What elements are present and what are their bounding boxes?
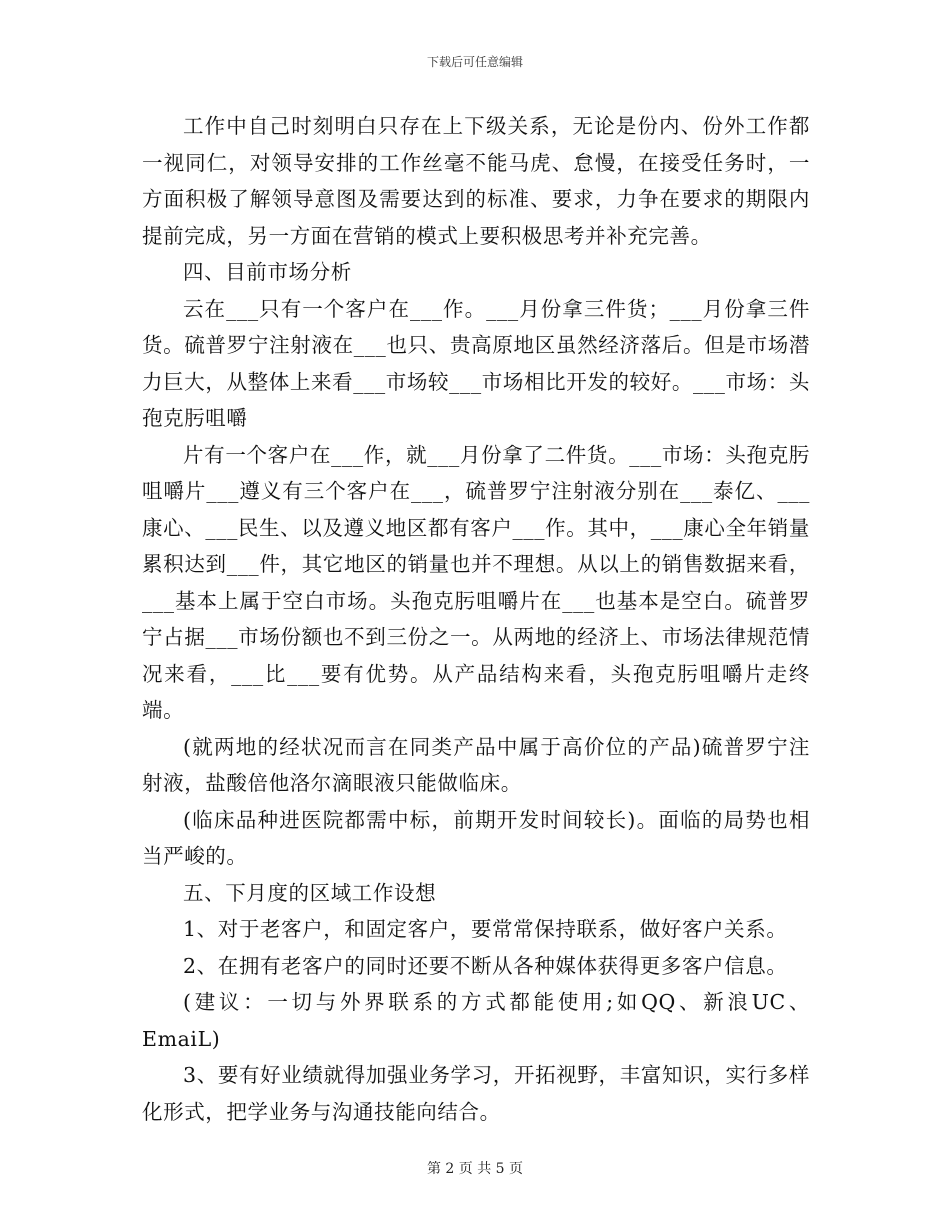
paragraph-price-note: (就两地的经状况而言在同类产品中属于高价位的产品)硫普罗宁注射液，盐酸倍他洛尔滴眼液只能做临床。	[142, 734, 810, 795]
document-body	[142, 108, 810, 1130]
paragraph-market-zunyi: 片有一个客户在___作，就___月份拿了二件货。___市场：头孢克肟咀嚼片___遵义有三个客户在___，硫普罗宁注射液分别在___泰亿、___康心、___民生、以及遵义地区都有客户___作。其中，___康心全年销量累积达到___件，其它地区的销量也并不理想。从以上的销售数据来看，___基本上属于空白市场。头孢克肟咀嚼片在___也基本是空白。硫普罗宁占据___市场份额也不到三份之一。从两地的经济上、市场法律规范情况来看，___比___要有优势。从产品结构来看，头孢克肟咀嚼片走终端。	[142, 442, 810, 722]
paragraph-market-yunnan: 云在___只有一个客户在___作。___月份拿三件货；___月份拿三件货。硫普罗宁注射液在___也只、贵高原地区虽然经济落后。但是市场潜力巨大，从整体上来看___市场较___市场相比开发的较好。___市场：头孢克肟咀嚼	[142, 296, 810, 430]
plan-item-1: 1、对于老客户，和固定客户，要常常保持联系，做好客户关系。	[183, 917, 788, 941]
page-header-note: 下载后可任意编辑	[426, 55, 523, 69]
plan-item-3: 3、要有好业绩就得加强业务学习，开拓视野，丰富知识，实行多样化形式，把学业务与沟通技能向结合。	[142, 1063, 810, 1124]
paragraph-clinical-note: (临床品种进医院都需中标，前期开发时间较长)。面临的局势也相当严峻的。	[142, 807, 810, 868]
plan-suggestion: (建议：一切与外界联系的方式都能使用;如QQ、新浪UC、EmaiL)	[142, 990, 810, 1051]
section-heading-market-analysis: 四、目前市场分析	[183, 260, 352, 284]
page-number: 第 2 页 共 5 页	[426, 1161, 524, 1177]
paragraph-work-attitude: 工作中自己时刻明白只存在上下级关系，无论是份内、份外工作都一视同仁，对领导安排的工作丝毫不能马虎、怠慢，在接受任务时，一方面积极了解领导意图及需要达到的标准、要求，力争在要求的期限内提前完成，另一方面在营销的模式上要积极思考并补充完善。	[142, 114, 810, 248]
plan-item-2: 2、在拥有老客户的同时还要不断从各种媒体获得更多客户信息。	[183, 953, 788, 978]
section-heading-next-month-plan: 五、下月度的区域工作设想	[183, 880, 437, 905]
